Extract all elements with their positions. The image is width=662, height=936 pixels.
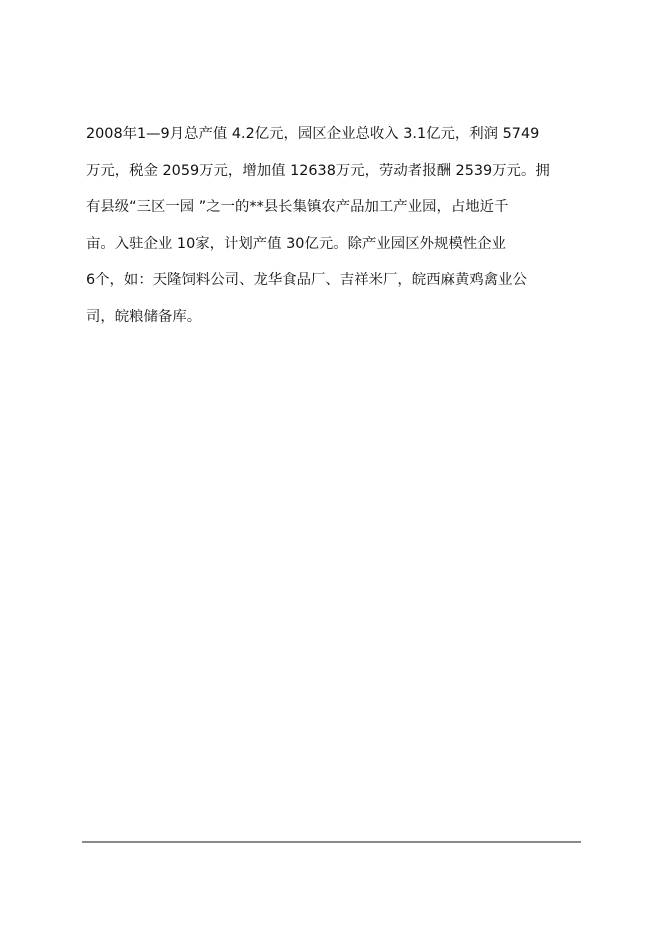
footer-divider [82,841,581,843]
paragraph-line-6: 司，皖粮储备库。 [86,308,202,325]
paragraph-line-4: 亩。入驻企业 10家，计划产值 30亿元。除产业园区外规模性企业 [86,235,506,252]
body-paragraph [86,122,586,341]
paragraph-line-2: 万元，税金 2059万元，增加值 12638万元，劳动者报酬 2539万元。拥 [86,162,550,179]
paragraph-line-3: 有县级“三区一园 ”之一的**县长集镇农产品加工产业园，占地近千 [86,199,509,215]
paragraph-line-1: 2008年1—9月总产值 4.2亿元，园区企业总收入 3.1亿元，利润 5749 [86,126,540,142]
paragraph-line-5: 6个，如：天隆饲料公司、龙华食品厂、吉祥米厂，皖西麻黄鸡禽业公 [86,272,527,288]
